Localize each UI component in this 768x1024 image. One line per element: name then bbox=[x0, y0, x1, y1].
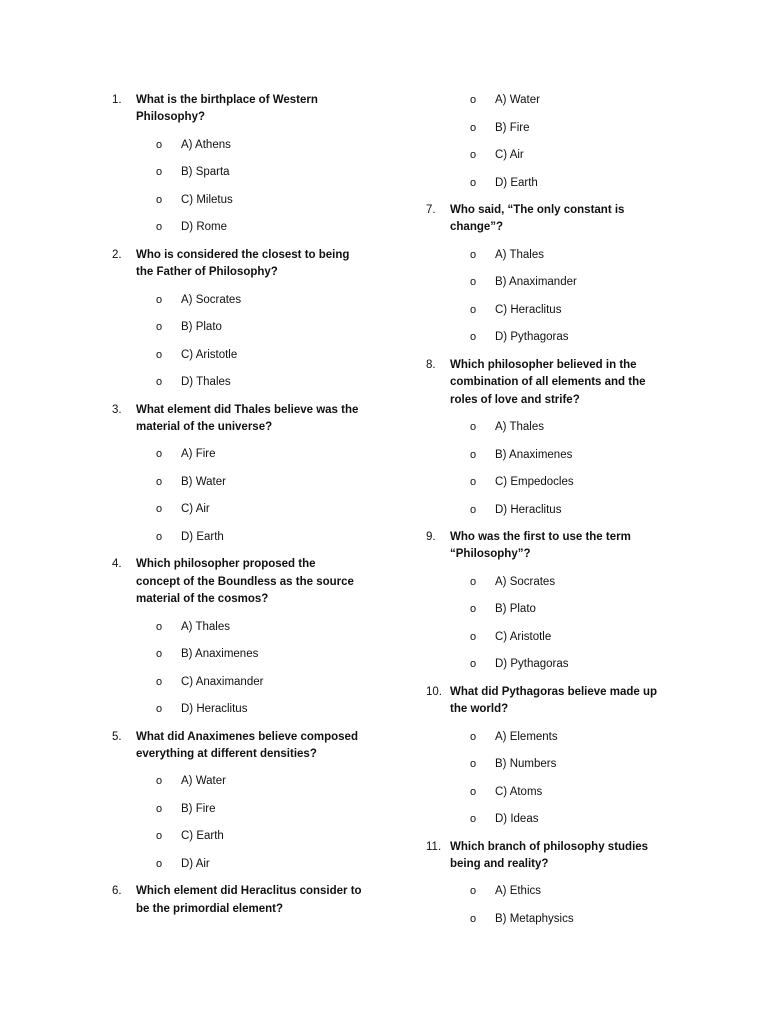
question-item bbox=[426, 684, 676, 828]
answer-option bbox=[470, 447, 676, 464]
answer-option bbox=[156, 529, 362, 546]
option-label: C) Atoms bbox=[495, 785, 543, 798]
question-text: What element did Thales believe was the material of the universe? bbox=[136, 403, 359, 434]
option-label: D) Ideas bbox=[495, 813, 539, 826]
question-item bbox=[112, 729, 362, 873]
question-number: 8. bbox=[426, 358, 436, 371]
bullet-icon: o bbox=[470, 730, 477, 743]
question-text: What did Pythagoras believe made up the world? bbox=[450, 685, 658, 716]
bullet-icon: o bbox=[156, 857, 163, 870]
option-list bbox=[450, 419, 676, 519]
option-label: A) Socrates bbox=[495, 575, 556, 588]
option-label: B) Metaphysics bbox=[495, 912, 574, 925]
bullet-icon: o bbox=[470, 603, 477, 616]
option-label: D) Pythagoras bbox=[495, 658, 569, 671]
question-item bbox=[426, 357, 676, 519]
bullet-icon: o bbox=[470, 912, 477, 925]
question-item bbox=[112, 883, 362, 918]
option-label: A) Socrates bbox=[181, 293, 242, 306]
option-label: C) Air bbox=[181, 503, 210, 516]
option-label: B) Sparta bbox=[181, 166, 230, 179]
question-item bbox=[112, 402, 362, 546]
option-label: D) Air bbox=[181, 857, 210, 870]
answer-option bbox=[156, 374, 362, 391]
bullet-icon: o bbox=[156, 321, 163, 334]
answer-option bbox=[470, 811, 676, 828]
answer-option bbox=[156, 701, 362, 718]
option-label: B) Fire bbox=[495, 121, 530, 134]
answer-option bbox=[156, 319, 362, 336]
option-label: D) Thales bbox=[181, 376, 231, 389]
option-label: C) Earth bbox=[181, 830, 224, 843]
bullet-icon: o bbox=[470, 658, 477, 671]
option-label: C) Miletus bbox=[181, 193, 233, 206]
bullet-icon: o bbox=[470, 630, 477, 643]
bullet-icon: o bbox=[156, 503, 163, 516]
answer-option bbox=[470, 120, 676, 137]
option-list bbox=[136, 446, 362, 546]
answer-option bbox=[156, 292, 362, 309]
bullet-icon: o bbox=[470, 276, 477, 289]
option-list bbox=[136, 773, 362, 873]
bullet-icon: o bbox=[156, 166, 163, 179]
bullet-icon: o bbox=[470, 121, 477, 134]
question-item bbox=[112, 556, 362, 718]
option-label: C) Empedocles bbox=[495, 476, 574, 489]
question-number: 11. bbox=[426, 840, 442, 853]
option-label: D) Rome bbox=[181, 221, 228, 234]
bullet-icon: o bbox=[156, 775, 163, 788]
option-label: D) Pythagoras bbox=[495, 331, 569, 344]
option-label: B) Anaximander bbox=[495, 276, 577, 289]
option-label: B) Fire bbox=[181, 802, 216, 815]
option-label: B) Plato bbox=[181, 321, 222, 334]
option-label: A) Fire bbox=[181, 448, 216, 461]
bullet-icon: o bbox=[470, 813, 477, 826]
bullet-icon: o bbox=[156, 475, 163, 488]
bullet-icon: o bbox=[470, 94, 477, 106]
option-list bbox=[450, 92, 676, 192]
option-label: B) Anaximenes bbox=[495, 448, 573, 461]
option-label: D) Heraclitus bbox=[181, 703, 248, 716]
answer-option bbox=[156, 137, 362, 154]
bullet-icon: o bbox=[156, 703, 163, 716]
bullet-icon: o bbox=[156, 830, 163, 843]
question-text: Who is considered the closest to being the Father of Philosophy? bbox=[136, 248, 350, 279]
question-number: 2. bbox=[112, 248, 122, 261]
answer-option bbox=[470, 247, 676, 264]
question-number: 3. bbox=[112, 403, 122, 416]
bullet-icon: o bbox=[156, 138, 163, 151]
answer-option bbox=[156, 773, 362, 790]
option-label: A) Elements bbox=[495, 730, 558, 743]
bullet-icon: o bbox=[470, 476, 477, 489]
bullet-icon: o bbox=[470, 331, 477, 344]
bullet-icon: o bbox=[470, 758, 477, 771]
bullet-icon: o bbox=[470, 575, 477, 588]
question-number: 5. bbox=[112, 730, 122, 743]
bullet-icon: o bbox=[470, 503, 477, 516]
option-label: A) Ethics bbox=[495, 885, 542, 898]
question-text: Which philosopher proposed the concept of the Boundless as the source material of the cosmos? bbox=[136, 558, 354, 606]
answer-option bbox=[156, 164, 362, 181]
question-text: Which branch of philosophy studies being and reality? bbox=[450, 840, 649, 871]
option-list bbox=[450, 574, 676, 674]
option-list bbox=[450, 247, 676, 347]
question-text: Who was the first to use the term “Philosophy”? bbox=[450, 531, 631, 561]
option-list bbox=[136, 619, 362, 719]
bullet-icon: o bbox=[156, 221, 163, 234]
answer-option bbox=[156, 501, 362, 518]
bullet-icon: o bbox=[470, 149, 477, 161]
option-label: C) Air bbox=[495, 149, 524, 161]
answer-option bbox=[470, 911, 676, 928]
option-label: A) Thales bbox=[495, 421, 545, 434]
option-label: B) Plato bbox=[495, 603, 536, 616]
question-text: Who said, “The only constant is change”? bbox=[450, 204, 625, 234]
option-label: B) Water bbox=[181, 475, 226, 488]
option-label: A) Thales bbox=[495, 248, 545, 261]
question-number: 6. bbox=[112, 885, 122, 898]
bullet-icon: o bbox=[156, 448, 163, 461]
answer-option bbox=[470, 502, 676, 519]
right-column bbox=[426, 92, 676, 938]
bullet-icon: o bbox=[156, 348, 163, 361]
question-item bbox=[112, 247, 362, 391]
question-text: What is the birthplace of Western Philosophy? bbox=[136, 94, 318, 124]
answer-option bbox=[156, 347, 362, 364]
question-number: 10. bbox=[426, 685, 442, 698]
answer-option bbox=[470, 302, 676, 319]
answer-option bbox=[470, 474, 676, 491]
question-text: What did Anaximenes believe composed everything at different densities? bbox=[136, 730, 358, 761]
question-number: 1. bbox=[112, 94, 122, 106]
option-label: C) Aristotle bbox=[495, 630, 552, 643]
option-label: A) Water bbox=[181, 775, 226, 788]
question-number: 7. bbox=[426, 204, 436, 216]
bullet-icon: o bbox=[156, 376, 163, 389]
bullet-icon: o bbox=[470, 176, 477, 189]
bullet-icon: o bbox=[156, 530, 163, 543]
answer-option bbox=[470, 756, 676, 773]
answer-option bbox=[156, 219, 362, 236]
answer-option bbox=[156, 619, 362, 636]
answer-option bbox=[156, 474, 362, 491]
option-label: D) Heraclitus bbox=[495, 503, 562, 516]
bullet-icon: o bbox=[470, 248, 477, 261]
answer-option bbox=[470, 784, 676, 801]
answer-option bbox=[156, 828, 362, 845]
answer-option bbox=[470, 274, 676, 291]
bullet-icon: o bbox=[470, 303, 477, 316]
bullet-icon: o bbox=[470, 421, 477, 434]
question-item bbox=[426, 202, 676, 346]
question-text: Which element did Heraclitus consider to be the primordial element? bbox=[136, 885, 362, 915]
option-label: A) Thales bbox=[181, 620, 231, 633]
bullet-icon: o bbox=[156, 620, 163, 633]
answer-option bbox=[470, 601, 676, 618]
answer-option bbox=[470, 175, 676, 192]
answer-option bbox=[470, 629, 676, 646]
answer-option bbox=[470, 92, 676, 109]
option-label: D) Earth bbox=[495, 176, 538, 189]
option-list bbox=[450, 883, 676, 928]
question-number: 4. bbox=[112, 558, 122, 571]
option-list bbox=[136, 137, 362, 237]
bullet-icon: o bbox=[156, 293, 163, 306]
option-label: C) Anaximander bbox=[181, 675, 264, 688]
option-list bbox=[136, 292, 362, 392]
option-list bbox=[450, 729, 676, 829]
bullet-icon: o bbox=[156, 648, 163, 661]
answer-option bbox=[470, 574, 676, 591]
option-label: D) Earth bbox=[181, 530, 224, 543]
option-label: C) Aristotle bbox=[181, 348, 238, 361]
answer-option bbox=[470, 329, 676, 346]
answer-option bbox=[470, 729, 676, 746]
answer-option bbox=[156, 192, 362, 209]
left-column bbox=[112, 92, 362, 918]
bullet-icon: o bbox=[156, 802, 163, 815]
option-label: B) Numbers bbox=[495, 758, 557, 771]
option-label: A) Water bbox=[495, 94, 540, 106]
answer-option bbox=[470, 656, 676, 673]
question-item-continued bbox=[426, 92, 676, 192]
option-label: A) Athens bbox=[181, 138, 231, 151]
answer-option bbox=[156, 446, 362, 463]
bullet-icon: o bbox=[470, 885, 477, 898]
option-label: C) Heraclitus bbox=[495, 303, 562, 316]
bullet-icon: o bbox=[156, 193, 163, 206]
answer-option bbox=[156, 801, 362, 818]
answer-option bbox=[156, 674, 362, 691]
bullet-icon: o bbox=[470, 785, 477, 798]
question-item bbox=[426, 529, 676, 673]
option-label: B) Anaximenes bbox=[181, 648, 259, 661]
answer-option bbox=[470, 419, 676, 436]
bullet-icon: o bbox=[470, 448, 477, 461]
question-number: 9. bbox=[426, 531, 436, 544]
answer-option bbox=[470, 147, 676, 164]
answer-option bbox=[156, 646, 362, 663]
question-item bbox=[112, 92, 362, 236]
answer-option bbox=[470, 883, 676, 900]
question-item bbox=[426, 839, 676, 928]
bullet-icon: o bbox=[156, 675, 163, 688]
question-text: Which philosopher believed in the combination of all elements and the roles of love and strife? bbox=[450, 358, 646, 406]
answer-option bbox=[156, 856, 362, 873]
